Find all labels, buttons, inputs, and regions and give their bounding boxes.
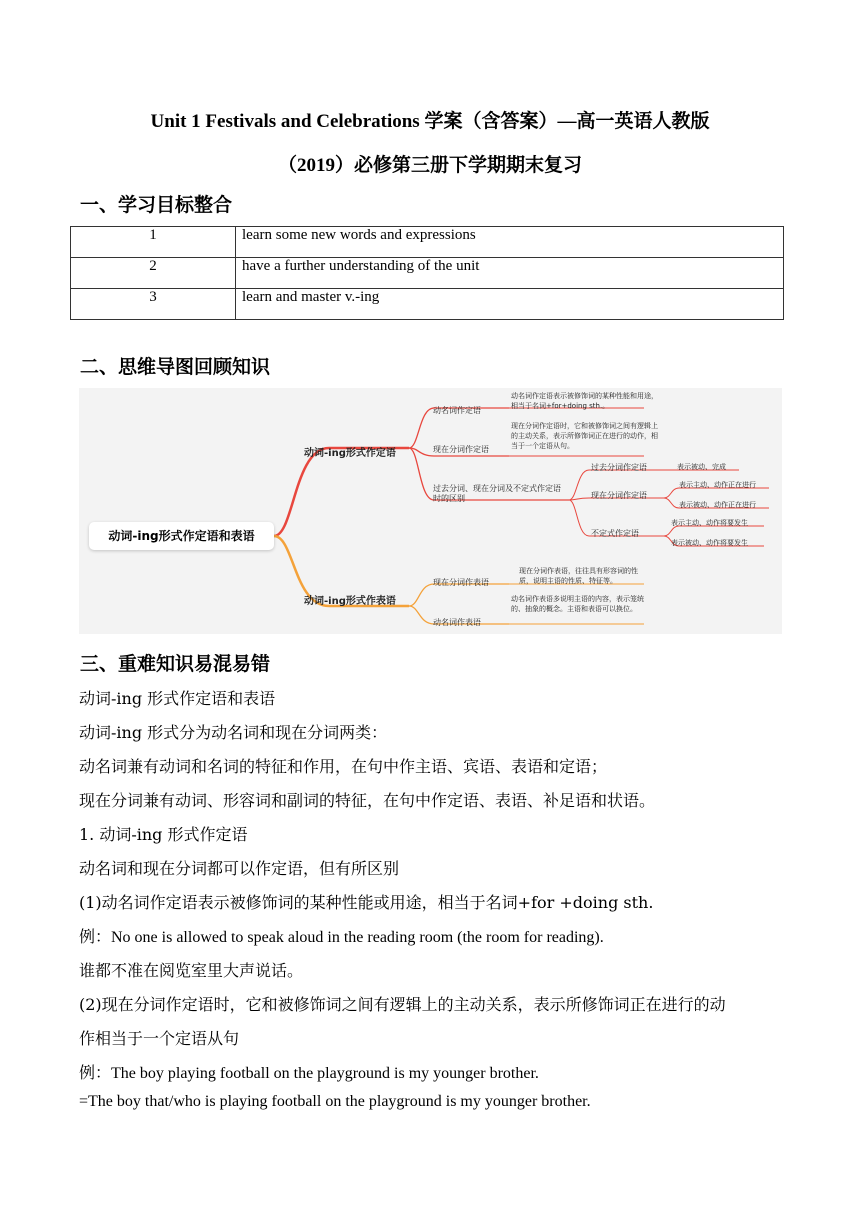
body-paragraph: 1. 动词-ing 形式作定语 [79, 825, 248, 844]
body-paragraph: 现在分词兼有动词、形容词和副词的特征，在句中作定语、表语、补足语和状语。 [79, 791, 656, 810]
body-paragraph: (1)动名词作定语表示被修饰词的某种性能或用途，相当于名词+for +doing sth. [79, 893, 654, 912]
body-paragraph: 动词-ing 形式作定语和表语 [79, 689, 276, 708]
mind-map-leaf: 现在分词作表语，往往具有形容词的性质，说明主语的性质、特征等。 [519, 567, 638, 585]
body-paragraph: 动名词兼有动词和名词的特征和作用，在句中作主语、宾语、表语和定语； [79, 757, 608, 776]
mind-map-leaf: 表示被动、动作正在进行 [679, 501, 756, 509]
section-heading-key-points: 三、重难知识易混易错 [80, 653, 271, 675]
goals-table [70, 226, 784, 320]
mind-map-node: 现在分词作定语 [433, 445, 489, 454]
mind-map-node: 动名词作表语 [433, 618, 481, 627]
body-paragraph: (2)现在分词作定语时，它和被修饰词之间有逻辑上的主动关系，表示所修饰词正在进行的动 [79, 995, 726, 1014]
mind-map-node: 过去分词作定语 [591, 463, 647, 472]
mind-map-leaf: 表示被动、动作将要发生 [671, 539, 748, 547]
example-sentence: 例：No one is allowed to speak aloud in the reading room (the room for reading). [79, 929, 604, 946]
mind-map-leaf: 表示主动、动作将要发生 [671, 519, 748, 527]
example-sentence: =The boy that/who is playing football on the playground is my younger brother. [79, 1093, 591, 1110]
section-heading-mindmap: 二、思维导图回顾知识 [80, 356, 271, 378]
mind-map-leaf: 现在分词作定语时，它和被修饰词之间有逻辑上的主动关系，表示所修饰词正在进行的动作，相当于一个定语从句。 [511, 422, 658, 450]
mind-map-leaf: 动名词作表语多说明主语的内容，表示笼统的、抽象的概念。主语和表语可以换位。 [511, 595, 644, 613]
goal-number: 1 [71, 227, 236, 258]
mind-map-node: 不定式作定语 [591, 529, 639, 538]
mind-map-root: 动词-ing形式作定语和表语 [89, 522, 274, 550]
goal-number: 2 [71, 258, 236, 289]
mind-map-node: 现在分词作表语 [433, 578, 489, 587]
table-row [71, 227, 784, 258]
mind-map-branch-attributive: 动词-ing形式作定语 [304, 448, 396, 459]
goal-text: have a further understanding of the unit [236, 258, 784, 289]
mind-map-leaf: 表示主动、动作正在进行 [679, 481, 756, 489]
mind-map [79, 388, 782, 634]
mind-map-node: 过去分词、现在分词及不定式作定语时的区别 [433, 484, 561, 503]
goal-text: learn some new words and expressions [236, 227, 784, 258]
table-row [71, 258, 784, 289]
mind-map-lines [79, 388, 782, 634]
doc-title-line1: Unit 1 Festivals and Celebrations 学案（含答案）—高一英语人教版 [150, 111, 710, 132]
doc-title-line2: （2019）必修第三册下学期期末复习 [277, 155, 582, 176]
mind-map-node: 动名词作定语 [433, 406, 481, 415]
mind-map-branch-predicative: 动词-ing形式作表语 [304, 596, 396, 607]
body-paragraph: 作相当于一个定语从句 [79, 1029, 240, 1048]
section-heading-goals: 一、学习目标整合 [80, 194, 233, 216]
goal-number: 3 [71, 289, 236, 320]
mind-map-leaf: 动名词作定语表示被修饰词的某种性能和用途，相当于名词+for+doing sth.。 [511, 392, 658, 410]
body-paragraph: 动名词和现在分词都可以作定语，但有所区别 [79, 859, 400, 878]
example-sentence: 例：The boy playing football on the playground is my younger brother. [79, 1065, 539, 1082]
body-paragraph: 动词-ing 形式分为动名词和现在分词两类： [79, 723, 388, 742]
mind-map-leaf: 表示被动、完成 [677, 463, 726, 471]
mind-map-node: 现在分词作定语 [591, 491, 647, 500]
body-paragraph: 谁都不准在阅览室里大声说话。 [79, 961, 304, 980]
goal-text: learn and master v.-ing [236, 289, 784, 320]
table-row [71, 289, 784, 320]
